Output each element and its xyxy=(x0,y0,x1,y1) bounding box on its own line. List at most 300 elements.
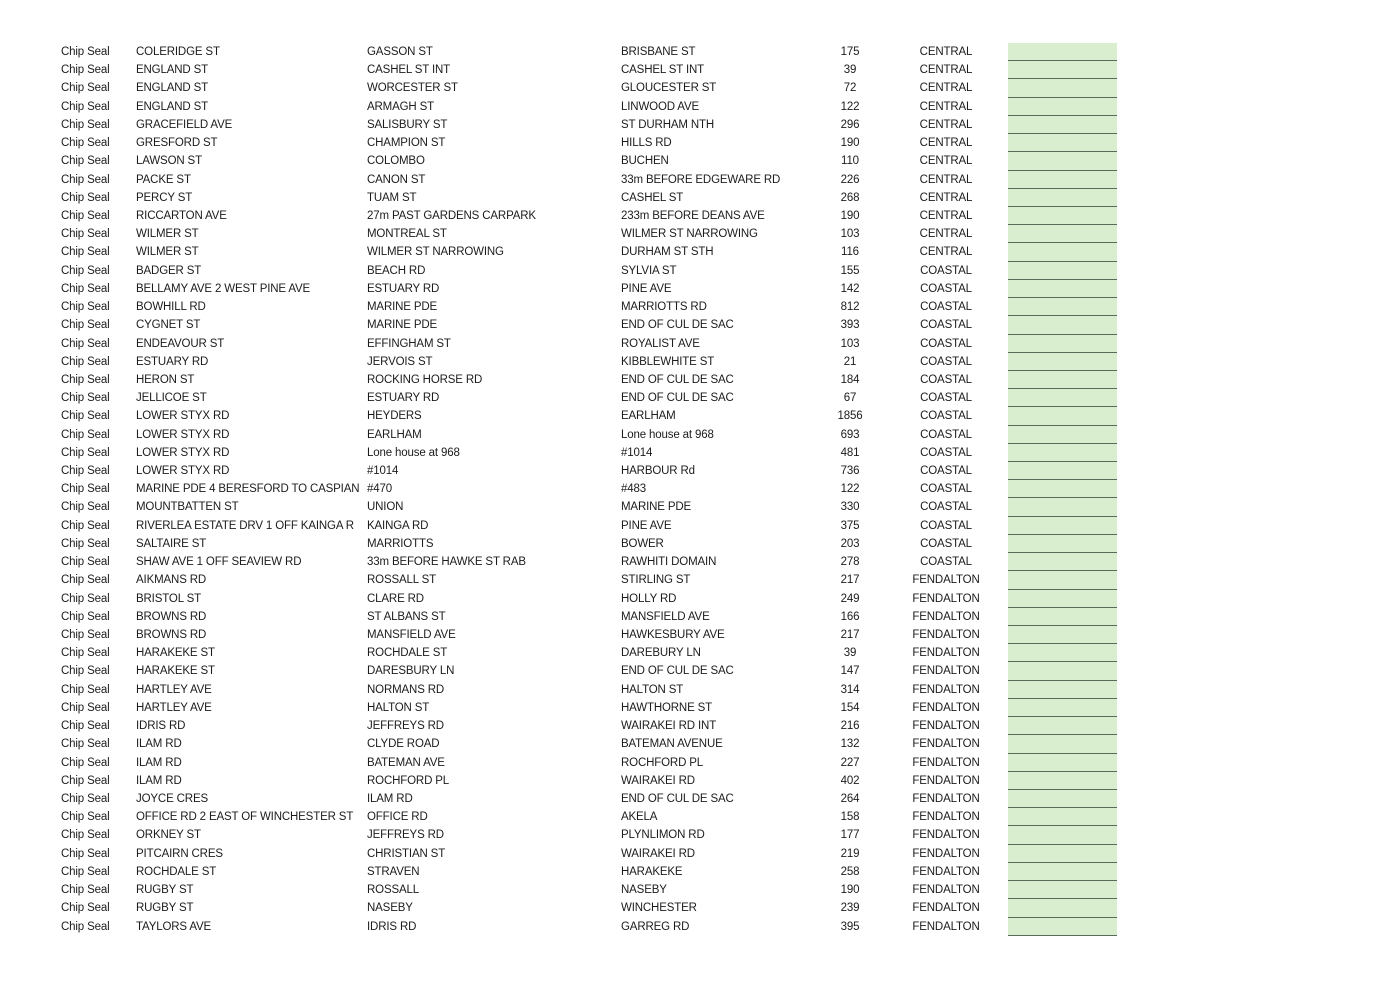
area-cell: CENTRAL xyxy=(919,155,973,168)
length-cell: 296 xyxy=(840,118,860,131)
empty-status-cell[interactable] xyxy=(1008,553,1117,571)
length-cell: 268 xyxy=(840,191,860,204)
to-location-cell: AKELA xyxy=(621,811,658,824)
road-name-cell: ENGLAND ST xyxy=(136,100,208,113)
to-location-cell: PLYNLIMON RD xyxy=(621,829,705,842)
empty-status-cell[interactable] xyxy=(1008,899,1117,917)
from-location-cell: CLARE RD xyxy=(367,592,424,605)
treatment-cell: Chip Seal xyxy=(61,100,110,113)
length-cell: 39 xyxy=(843,647,857,660)
table-row xyxy=(61,899,1117,917)
treatment-cell: Chip Seal xyxy=(61,137,110,150)
road-name-cell: JOYCE CRES xyxy=(136,792,208,805)
road-name-cell: SALTAIRE ST xyxy=(136,537,207,550)
area-cell: FENDALTON xyxy=(912,774,980,787)
table-row xyxy=(61,808,1117,826)
from-location-cell: ROCHDALE ST xyxy=(367,647,448,660)
from-location-cell: UNION xyxy=(367,501,404,514)
empty-status-cell[interactable] xyxy=(1008,389,1117,407)
length-cell: 21 xyxy=(843,355,857,368)
table-row xyxy=(61,772,1117,790)
empty-status-cell[interactable] xyxy=(1008,371,1117,389)
from-location-cell: #470 xyxy=(367,483,392,496)
from-location-cell: COLOMBO xyxy=(367,155,425,168)
empty-status-cell[interactable] xyxy=(1008,517,1117,535)
road-name-cell: WILMER ST xyxy=(136,246,199,259)
empty-status-cell[interactable] xyxy=(1008,826,1117,844)
road-name-cell: HARAKEKE ST xyxy=(136,647,215,660)
table-row xyxy=(61,426,1117,444)
table-row xyxy=(61,407,1117,425)
treatment-cell: Chip Seal xyxy=(61,392,110,405)
empty-status-cell[interactable] xyxy=(1008,207,1117,225)
length-cell: 103 xyxy=(840,337,860,350)
treatment-cell: Chip Seal xyxy=(61,756,110,769)
from-location-cell: ARMAGH ST xyxy=(367,100,435,113)
empty-status-cell[interactable] xyxy=(1008,662,1117,680)
from-location-cell: DARESBURY LN xyxy=(367,665,455,678)
treatment-cell: Chip Seal xyxy=(61,501,110,514)
area-cell: FENDALTON xyxy=(912,811,980,824)
empty-status-cell[interactable] xyxy=(1008,61,1117,79)
length-cell: 393 xyxy=(840,319,860,332)
treatment-cell: Chip Seal xyxy=(61,774,110,787)
to-location-cell: HAWKESBURY AVE xyxy=(621,629,725,641)
road-name-cell: BRISTOL ST xyxy=(136,592,201,605)
from-location-cell: Lone house at 968 xyxy=(367,446,460,459)
length-cell: 258 xyxy=(840,865,860,878)
table-row xyxy=(61,61,1117,79)
empty-status-cell[interactable] xyxy=(1008,571,1117,589)
empty-status-cell[interactable] xyxy=(1008,189,1117,207)
area-cell: COASTAL xyxy=(920,410,972,423)
to-location-cell: HILLS RD xyxy=(621,137,672,150)
treatment-cell: Chip Seal xyxy=(61,428,110,441)
area-cell: CENTRAL xyxy=(919,46,973,58)
empty-status-cell[interactable] xyxy=(1008,808,1117,826)
area-cell: FENDALTON xyxy=(912,847,980,860)
treatment-cell: Chip Seal xyxy=(61,519,110,532)
to-location-cell: 233m BEFORE DEANS AVE xyxy=(621,209,765,222)
road-name-cell: ENGLAND ST xyxy=(136,64,208,77)
empty-status-cell[interactable] xyxy=(1008,863,1117,881)
area-cell: COASTAL xyxy=(920,483,972,496)
area-cell: COASTAL xyxy=(920,373,972,386)
from-location-cell: ROCHFORD PL xyxy=(367,774,450,787)
table-row xyxy=(61,644,1117,662)
area-cell: COASTAL xyxy=(920,501,972,514)
from-location-cell: ROSSALL ST xyxy=(367,574,437,587)
to-location-cell: HARAKEKE xyxy=(621,865,683,878)
from-location-cell: MARRIOTTS xyxy=(367,537,434,550)
table-row xyxy=(61,517,1117,535)
road-name-cell: ESTUARY RD xyxy=(136,355,209,368)
from-location-cell: STRAVEN xyxy=(367,865,420,878)
road-name-cell: OFFICE RD 2 EAST OF WINCHESTER ST xyxy=(136,811,354,824)
treatment-cell: Chip Seal xyxy=(61,665,110,678)
treatment-cell: Chip Seal xyxy=(61,82,110,95)
length-cell: 264 xyxy=(840,792,860,805)
road-name-cell: ORKNEY ST xyxy=(136,829,201,842)
empty-status-cell[interactable] xyxy=(1008,43,1117,61)
road-name-cell: MOUNTBATTEN ST xyxy=(136,501,239,514)
road-name-cell: LOWER STYX RD xyxy=(136,428,230,441)
empty-status-cell[interactable] xyxy=(1008,171,1117,189)
length-cell: 103 xyxy=(840,228,860,241)
from-location-cell: OFFICE RD xyxy=(367,811,428,824)
road-name-cell: RIVERLEA ESTATE DRV 1 OFF KAINGA R xyxy=(136,519,354,532)
length-cell: 219 xyxy=(840,847,860,860)
from-location-cell: TUAM ST xyxy=(367,191,417,204)
to-location-cell: EARLHAM xyxy=(621,410,676,423)
length-cell: 72 xyxy=(843,82,857,95)
from-location-cell: KAINGA RD xyxy=(367,519,429,532)
treatment-cell: Chip Seal xyxy=(61,483,110,496)
from-location-cell: ST ALBANS ST xyxy=(367,610,446,623)
table-row xyxy=(61,262,1117,280)
from-location-cell: ILAM RD xyxy=(367,792,413,805)
area-cell: FENDALTON xyxy=(912,592,980,605)
area-cell: FENDALTON xyxy=(912,720,980,733)
treatment-cell: Chip Seal xyxy=(61,537,110,550)
table-row xyxy=(61,571,1117,589)
road-name-cell: ENGLAND ST xyxy=(136,82,208,95)
empty-status-cell[interactable] xyxy=(1008,772,1117,790)
length-cell: 147 xyxy=(840,665,860,678)
to-location-cell: BATEMAN AVENUE xyxy=(621,738,723,751)
length-cell: 116 xyxy=(841,246,859,259)
table-row xyxy=(61,498,1117,516)
table-row xyxy=(61,590,1117,608)
to-location-cell: WAIRAKEI RD xyxy=(621,847,695,860)
treatment-cell: Chip Seal xyxy=(61,465,110,478)
road-name-cell: JELLICOE ST xyxy=(136,392,207,405)
to-location-cell: PINE AVE xyxy=(621,282,672,295)
empty-status-cell[interactable] xyxy=(1008,353,1117,371)
road-name-cell: ILAM RD xyxy=(136,756,182,769)
road-name-cell: HERON ST xyxy=(136,373,195,386)
to-location-cell: WAIRAKEI RD INT xyxy=(621,720,717,733)
empty-status-cell[interactable] xyxy=(1008,881,1117,899)
area-cell: FENDALTON xyxy=(912,647,980,660)
to-location-cell: ROCHFORD PL xyxy=(621,756,704,769)
area-cell: FENDALTON xyxy=(912,792,980,805)
length-cell: 216 xyxy=(840,720,860,733)
from-location-cell: NASEBY xyxy=(367,902,413,915)
to-location-cell: RAWHITI DOMAIN xyxy=(621,556,717,569)
to-location-cell: KIBBLEWHITE ST xyxy=(621,355,715,368)
treatment-cell: Chip Seal xyxy=(61,701,110,714)
road-name-cell: ENDEAVOUR ST xyxy=(136,337,225,350)
from-location-cell: JERVOIS ST xyxy=(367,355,433,368)
from-location-cell: CANON ST xyxy=(367,173,426,186)
empty-status-cell[interactable] xyxy=(1008,225,1117,243)
length-cell: 226 xyxy=(840,173,860,186)
area-cell: FENDALTON xyxy=(912,665,980,678)
empty-status-cell[interactable] xyxy=(1008,298,1117,316)
empty-status-cell[interactable] xyxy=(1008,735,1117,753)
area-cell: CENTRAL xyxy=(919,82,973,95)
from-location-cell: CHAMPION ST xyxy=(367,137,446,150)
empty-status-cell[interactable] xyxy=(1008,152,1117,170)
road-name-cell: HARAKEKE ST xyxy=(136,665,215,678)
table-row xyxy=(61,681,1117,699)
area-cell: CENTRAL xyxy=(919,64,973,77)
empty-status-cell[interactable] xyxy=(1008,717,1117,735)
table-row xyxy=(61,134,1117,152)
treatment-cell: Chip Seal xyxy=(61,118,110,131)
length-cell: 158 xyxy=(840,811,860,824)
length-cell: 122 xyxy=(840,100,860,113)
empty-status-cell[interactable] xyxy=(1008,918,1117,936)
length-cell: 278 xyxy=(840,556,860,569)
table-row xyxy=(61,863,1117,881)
road-name-cell: ILAM RD xyxy=(136,774,182,787)
length-cell: 693 xyxy=(840,428,860,441)
from-location-cell: MANSFIELD AVE xyxy=(367,629,456,641)
table-row xyxy=(61,79,1117,97)
empty-status-cell[interactable] xyxy=(1008,754,1117,772)
road-name-cell: BELLAMY AVE 2 WEST PINE AVE xyxy=(136,282,311,295)
to-location-cell: END OF CUL DE SAC xyxy=(621,792,734,805)
to-location-cell: END OF CUL DE SAC xyxy=(621,319,734,332)
empty-status-cell[interactable] xyxy=(1008,699,1117,717)
length-cell: 122 xyxy=(840,483,860,496)
treatment-cell: Chip Seal xyxy=(61,228,110,241)
to-location-cell: CASHEL ST INT xyxy=(621,64,705,77)
treatment-cell: Chip Seal xyxy=(61,683,110,696)
road-name-cell: SHAW AVE 1 OFF SEAVIEW RD xyxy=(136,556,302,569)
from-location-cell: ESTUARY RD xyxy=(367,392,440,405)
treatment-cell: Chip Seal xyxy=(61,811,110,824)
treatment-cell: Chip Seal xyxy=(61,629,110,641)
area-cell: COASTAL xyxy=(920,428,972,441)
to-location-cell: NASEBY xyxy=(621,884,667,897)
length-cell: 110 xyxy=(841,155,859,168)
treatment-cell: Chip Seal xyxy=(61,847,110,860)
treatment-cell: Chip Seal xyxy=(61,46,110,58)
to-location-cell: Lone house at 968 xyxy=(621,428,714,441)
length-cell: 217 xyxy=(840,629,860,641)
empty-status-cell[interactable] xyxy=(1008,462,1117,480)
length-cell: 249 xyxy=(840,592,860,605)
to-location-cell: DAREBURY LN xyxy=(621,647,701,660)
table-row xyxy=(61,553,1117,571)
empty-status-cell[interactable] xyxy=(1008,681,1117,699)
empty-status-cell[interactable] xyxy=(1008,116,1117,134)
from-location-cell: WORCESTER ST xyxy=(367,82,458,95)
area-cell: CENTRAL xyxy=(919,191,973,204)
empty-status-cell[interactable] xyxy=(1008,316,1117,334)
table-row xyxy=(61,662,1117,680)
length-cell: 1856 xyxy=(837,410,863,423)
area-cell: FENDALTON xyxy=(912,920,980,933)
road-name-cell: MARINE PDE 4 BERESFORD TO CASPIAN xyxy=(136,483,360,496)
length-cell: 190 xyxy=(840,884,860,897)
to-location-cell: MARRIOTTS RD xyxy=(621,301,707,314)
table-row xyxy=(61,225,1117,243)
empty-status-cell[interactable] xyxy=(1008,480,1117,498)
from-location-cell: 27m PAST GARDENS CARPARK xyxy=(367,209,536,222)
treatment-cell: Chip Seal xyxy=(61,884,110,897)
treatment-cell: Chip Seal xyxy=(61,446,110,459)
to-location-cell: LINWOOD AVE xyxy=(621,100,700,113)
to-location-cell: HOLLY RD xyxy=(621,592,677,605)
to-location-cell: END OF CUL DE SAC xyxy=(621,373,734,386)
road-name-cell: BROWNS RD xyxy=(136,610,207,623)
road-name-cell: BROWNS RD xyxy=(136,629,207,641)
to-location-cell: HAWTHORNE ST xyxy=(621,701,713,714)
road-name-cell: ILAM RD xyxy=(136,738,182,751)
from-location-cell: JEFFREYS RD xyxy=(367,829,444,842)
area-cell: CENTRAL xyxy=(919,118,973,131)
empty-status-cell[interactable] xyxy=(1008,407,1117,425)
from-location-cell: JEFFREYS RD xyxy=(367,720,444,733)
empty-status-cell[interactable] xyxy=(1008,98,1117,116)
from-location-cell: BATEMAN AVE xyxy=(367,756,445,769)
area-cell: COASTAL xyxy=(920,465,972,478)
treatment-cell: Chip Seal xyxy=(61,64,110,77)
empty-status-cell[interactable] xyxy=(1008,626,1117,644)
to-location-cell: ROYALIST AVE xyxy=(621,337,700,350)
treatment-cell: Chip Seal xyxy=(61,720,110,733)
from-location-cell: MONTREAL ST xyxy=(367,228,447,241)
from-location-cell: HEYDERS xyxy=(367,410,422,423)
table-row xyxy=(61,735,1117,753)
length-cell: 217 xyxy=(840,574,860,587)
length-cell: 175 xyxy=(840,46,860,58)
length-cell: 330 xyxy=(840,501,860,514)
length-cell: 239 xyxy=(840,902,860,915)
from-location-cell: BEACH RD xyxy=(367,264,426,277)
to-location-cell: HALTON ST xyxy=(621,683,684,696)
empty-status-cell[interactable] xyxy=(1008,335,1117,353)
length-cell: 227 xyxy=(840,756,860,769)
table-row xyxy=(61,243,1117,261)
treatment-cell: Chip Seal xyxy=(61,792,110,805)
treatment-cell: Chip Seal xyxy=(61,355,110,368)
area-cell: FENDALTON xyxy=(912,829,980,842)
length-cell: 314 xyxy=(840,683,860,696)
empty-status-cell[interactable] xyxy=(1008,280,1117,298)
area-cell: COASTAL xyxy=(920,264,972,277)
area-cell: COASTAL xyxy=(920,319,972,332)
to-location-cell: WILMER ST NARROWING xyxy=(621,228,758,241)
road-name-cell: CYGNET ST xyxy=(136,319,201,332)
treatment-cell: Chip Seal xyxy=(61,829,110,842)
empty-status-cell[interactable] xyxy=(1008,444,1117,462)
table-row xyxy=(61,626,1117,644)
to-location-cell: END OF CUL DE SAC xyxy=(621,392,734,405)
treatment-cell: Chip Seal xyxy=(61,337,110,350)
chip-seal-table xyxy=(61,43,1117,936)
road-name-cell: RICCARTON AVE xyxy=(136,209,227,222)
area-cell: COASTAL xyxy=(920,392,972,405)
table-row xyxy=(61,171,1117,189)
empty-status-cell[interactable] xyxy=(1008,262,1117,280)
empty-status-cell[interactable] xyxy=(1008,845,1117,863)
length-cell: 375 xyxy=(840,519,860,532)
from-location-cell: #1014 xyxy=(367,465,399,478)
empty-status-cell[interactable] xyxy=(1008,608,1117,626)
table-row xyxy=(61,152,1117,170)
area-cell: FENDALTON xyxy=(912,610,980,623)
road-name-cell: PACKE ST xyxy=(136,173,191,186)
length-cell: 67 xyxy=(843,392,857,405)
road-name-cell: HARTLEY AVE xyxy=(136,683,212,696)
area-cell: COASTAL xyxy=(920,355,972,368)
table-row xyxy=(61,189,1117,207)
length-cell: 166 xyxy=(840,610,860,623)
length-cell: 190 xyxy=(840,209,860,222)
length-cell: 190 xyxy=(840,137,860,150)
empty-status-cell[interactable] xyxy=(1008,79,1117,97)
table-row xyxy=(61,480,1117,498)
empty-status-cell[interactable] xyxy=(1008,644,1117,662)
treatment-cell: Chip Seal xyxy=(61,282,110,295)
treatment-cell: Chip Seal xyxy=(61,610,110,623)
table-row xyxy=(61,790,1117,808)
road-name-cell: PITCAIRN CRES xyxy=(136,847,223,860)
table-row xyxy=(61,826,1117,844)
length-cell: 812 xyxy=(840,301,860,314)
table-row xyxy=(61,280,1117,298)
table-row xyxy=(61,98,1117,116)
to-location-cell: CASHEL ST xyxy=(621,191,684,204)
to-location-cell: BOWER xyxy=(621,537,664,550)
table-row xyxy=(61,754,1117,772)
to-location-cell: PINE AVE xyxy=(621,519,672,532)
road-name-cell: PERCY ST xyxy=(136,191,193,204)
treatment-cell: Chip Seal xyxy=(61,173,110,186)
length-cell: 39 xyxy=(843,64,857,77)
empty-status-cell[interactable] xyxy=(1008,790,1117,808)
empty-status-cell[interactable] xyxy=(1008,590,1117,608)
road-name-cell: GRACEFIELD AVE xyxy=(136,118,233,131)
area-cell: FENDALTON xyxy=(912,902,980,915)
treatment-cell: Chip Seal xyxy=(61,556,110,569)
empty-status-cell[interactable] xyxy=(1008,498,1117,516)
to-location-cell: #1014 xyxy=(621,446,653,459)
treatment-cell: Chip Seal xyxy=(61,574,110,587)
from-location-cell: IDRIS RD xyxy=(367,920,417,933)
road-name-cell: RUGBY ST xyxy=(136,902,194,915)
to-location-cell: END OF CUL DE SAC xyxy=(621,665,734,678)
to-location-cell: WAIRAKEI RD xyxy=(621,774,695,787)
road-name-cell: COLERIDGE ST xyxy=(136,46,220,58)
from-location-cell: NORMANS RD xyxy=(367,683,445,696)
road-name-cell: BADGER ST xyxy=(136,264,202,277)
to-location-cell: BRISBANE ST xyxy=(621,46,696,58)
empty-status-cell[interactable] xyxy=(1008,243,1117,261)
road-name-cell: LOWER STYX RD xyxy=(136,446,230,459)
table-row xyxy=(61,918,1117,936)
treatment-cell: Chip Seal xyxy=(61,209,110,222)
empty-status-cell[interactable] xyxy=(1008,134,1117,152)
treatment-cell: Chip Seal xyxy=(61,301,110,314)
from-location-cell: WILMER ST NARROWING xyxy=(367,246,504,259)
area-cell: COASTAL xyxy=(920,337,972,350)
to-location-cell: STIRLING ST xyxy=(621,574,691,587)
area-cell: FENDALTON xyxy=(912,701,980,714)
empty-status-cell[interactable] xyxy=(1008,535,1117,553)
from-location-cell: HALTON ST xyxy=(367,701,430,714)
area-cell: FENDALTON xyxy=(912,629,980,641)
empty-status-cell[interactable] xyxy=(1008,426,1117,444)
road-name-cell: AIKMANS RD xyxy=(136,574,207,587)
area-cell: COASTAL xyxy=(920,556,972,569)
from-location-cell: EFFINGHAM ST xyxy=(367,337,451,350)
